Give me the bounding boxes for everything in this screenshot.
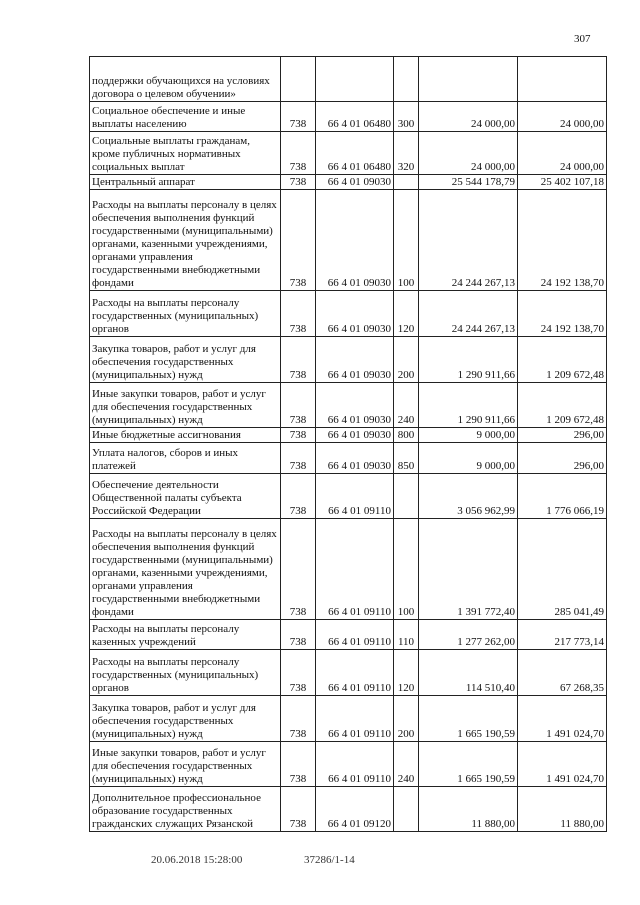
row-target-article-cell: 66 4 01 09110 xyxy=(316,742,394,787)
row-name-cell: Расходы на выплаты персоналу государственных (муниципальных) органов xyxy=(90,650,281,696)
row-name-cell: Дополнительное профессиональное образование государственных гражданских служащих Рязанской xyxy=(90,787,281,832)
row-department-code-cell: 738 xyxy=(281,337,316,383)
row-department-code-cell: 738 xyxy=(281,291,316,337)
row-amount-year1-cell: 24 244 267,13 xyxy=(419,291,518,337)
row-amount-year1-cell: 24 244 267,13 xyxy=(419,190,518,291)
row-name-cell: Центральный аппарат xyxy=(90,175,281,190)
row-amount-year2-cell: 25 402 107,18 xyxy=(518,175,607,190)
row-amount-year2-cell: 1 209 672,48 xyxy=(518,383,607,428)
row-amount-year2-cell: 296,00 xyxy=(518,443,607,474)
row-amount-year2-cell: 24 192 138,70 xyxy=(518,190,607,291)
row-amount-year2-cell: 296,00 xyxy=(518,428,607,443)
row-department-code-cell: 738 xyxy=(281,787,316,832)
row-name-cell: Иные бюджетные ассигнования xyxy=(90,428,281,443)
row-expense-type-cell xyxy=(394,474,419,519)
row-target-article-cell: 66 4 01 09030 xyxy=(316,190,394,291)
row-name-cell: Иные закупки товаров, работ и услуг для обеспечения государственных (муниципальных) нужд xyxy=(90,742,281,787)
row-expense-type-cell: 120 xyxy=(394,650,419,696)
row-name-cell: Социальные выплаты гражданам, кроме публичных нормативных социальных выплат xyxy=(90,132,281,175)
row-target-article-cell: 66 4 01 09030 xyxy=(316,337,394,383)
row-department-code-cell: 738 xyxy=(281,474,316,519)
row-amount-year2-cell: 24 000,00 xyxy=(518,102,607,132)
row-expense-type-cell: 110 xyxy=(394,620,419,650)
table-row xyxy=(90,696,607,742)
table-row xyxy=(90,650,607,696)
row-amount-year2-cell: 217 773,14 xyxy=(518,620,607,650)
row-expense-type-cell xyxy=(394,787,419,832)
row-department-code-cell: 738 xyxy=(281,132,316,175)
row-target-article-cell: 66 4 01 09120 xyxy=(316,787,394,832)
row-amount-year1-cell: 9 000,00 xyxy=(419,443,518,474)
table-row xyxy=(90,474,607,519)
table-row xyxy=(90,443,607,474)
row-name-cell: Расходы на выплаты персоналу казенных учреждений xyxy=(90,620,281,650)
row-target-article-cell: 66 4 01 09110 xyxy=(316,519,394,620)
row-target-article-cell xyxy=(316,57,394,102)
row-department-code-cell: 738 xyxy=(281,742,316,787)
row-expense-type-cell: 100 xyxy=(394,519,419,620)
row-amount-year1-cell: 1 391 772,40 xyxy=(419,519,518,620)
row-name-cell: Расходы на выплаты персоналу государственных (муниципальных) органов xyxy=(90,291,281,337)
row-department-code-cell: 738 xyxy=(281,428,316,443)
row-amount-year1-cell: 25 544 178,79 xyxy=(419,175,518,190)
row-expense-type-cell: 120 xyxy=(394,291,419,337)
row-target-article-cell: 66 4 01 09110 xyxy=(316,474,394,519)
row-expense-type-cell: 320 xyxy=(394,132,419,175)
row-department-code-cell: 738 xyxy=(281,443,316,474)
row-amount-year2-cell xyxy=(518,57,607,102)
footer-document-id: 37286/1-14 xyxy=(304,854,355,866)
row-expense-type-cell: 100 xyxy=(394,190,419,291)
row-amount-year1-cell: 114 510,40 xyxy=(419,650,518,696)
row-name-cell: Закупка товаров, работ и услуг для обеспечения государственных (муниципальных) нужд xyxy=(90,337,281,383)
row-amount-year2-cell: 11 880,00 xyxy=(518,787,607,832)
row-target-article-cell: 66 4 01 09030 xyxy=(316,428,394,443)
footer-timestamp: 20.06.2018 15:28:00 xyxy=(151,854,243,866)
table-row xyxy=(90,291,607,337)
row-amount-year2-cell: 24 192 138,70 xyxy=(518,291,607,337)
row-amount-year1-cell: 11 880,00 xyxy=(419,787,518,832)
row-expense-type-cell xyxy=(394,57,419,102)
row-department-code-cell: 738 xyxy=(281,175,316,190)
row-department-code-cell: 738 xyxy=(281,620,316,650)
table-row xyxy=(90,787,607,832)
row-target-article-cell: 66 4 01 09030 xyxy=(316,443,394,474)
table-row xyxy=(90,383,607,428)
row-name-cell: Расходы на выплаты персоналу в целях обеспечения выполнения функций государственными (муниципальными) органами, казенными учреждениями, органами управления государственными внебюджетными фондами xyxy=(90,519,281,620)
row-amount-year2-cell: 1 209 672,48 xyxy=(518,337,607,383)
row-amount-year1-cell: 24 000,00 xyxy=(419,132,518,175)
table-row xyxy=(90,190,607,291)
table-row xyxy=(90,428,607,443)
row-expense-type-cell: 850 xyxy=(394,443,419,474)
row-name-cell: Уплата налогов, сборов и иных платежей xyxy=(90,443,281,474)
row-target-article-cell: 66 4 01 09110 xyxy=(316,696,394,742)
row-amount-year1-cell: 24 000,00 xyxy=(419,102,518,132)
row-amount-year2-cell: 1 776 066,19 xyxy=(518,474,607,519)
row-target-article-cell: 66 4 01 06480 xyxy=(316,132,394,175)
row-amount-year1-cell: 1 290 911,66 xyxy=(419,337,518,383)
row-name-cell: поддержки обучающихся на условиях договора о целевом обучении» xyxy=(90,57,281,102)
row-amount-year2-cell: 1 491 024,70 xyxy=(518,742,607,787)
row-amount-year1-cell: 9 000,00 xyxy=(419,428,518,443)
table-row xyxy=(90,519,607,620)
row-amount-year1-cell: 1 277 262,00 xyxy=(419,620,518,650)
row-department-code-cell xyxy=(281,57,316,102)
table-row xyxy=(90,175,607,190)
table-row xyxy=(90,57,607,102)
row-target-article-cell: 66 4 01 09110 xyxy=(316,650,394,696)
row-expense-type-cell: 240 xyxy=(394,742,419,787)
budget-table xyxy=(89,56,607,832)
row-department-code-cell: 738 xyxy=(281,519,316,620)
row-department-code-cell: 738 xyxy=(281,650,316,696)
row-expense-type-cell: 300 xyxy=(394,102,419,132)
budget-table-body xyxy=(90,57,607,832)
table-row xyxy=(90,620,607,650)
row-name-cell: Обеспечение деятельности Общественной палаты субъекта Российской Федерации xyxy=(90,474,281,519)
table-row xyxy=(90,337,607,383)
row-target-article-cell: 66 4 01 09030 xyxy=(316,291,394,337)
row-amount-year2-cell: 24 000,00 xyxy=(518,132,607,175)
row-target-article-cell: 66 4 01 06480 xyxy=(316,102,394,132)
row-expense-type-cell: 800 xyxy=(394,428,419,443)
row-expense-type-cell: 240 xyxy=(394,383,419,428)
row-amount-year2-cell: 285 041,49 xyxy=(518,519,607,620)
table-row xyxy=(90,132,607,175)
row-target-article-cell: 66 4 01 09030 xyxy=(316,383,394,428)
table-row xyxy=(90,742,607,787)
row-name-cell: Иные закупки товаров, работ и услуг для обеспечения государственных (муниципальных) нужд xyxy=(90,383,281,428)
row-department-code-cell: 738 xyxy=(281,190,316,291)
row-target-article-cell: 66 4 01 09030 xyxy=(316,175,394,190)
row-amount-year1-cell: 3 056 962,99 xyxy=(419,474,518,519)
row-amount-year1-cell: 1 290 911,66 xyxy=(419,383,518,428)
row-expense-type-cell: 200 xyxy=(394,696,419,742)
page-number: 307 xyxy=(574,33,591,45)
row-expense-type-cell xyxy=(394,175,419,190)
row-name-cell: Закупка товаров, работ и услуг для обеспечения государственных (муниципальных) нужд xyxy=(90,696,281,742)
row-amount-year1-cell xyxy=(419,57,518,102)
row-name-cell: Расходы на выплаты персоналу в целях обеспечения выполнения функций государственными (муниципальными) органами, казенными учреждениями, органами управления государственными внебюджетными фондами xyxy=(90,190,281,291)
row-expense-type-cell: 200 xyxy=(394,337,419,383)
row-amount-year1-cell: 1 665 190,59 xyxy=(419,742,518,787)
table-row xyxy=(90,102,607,132)
row-department-code-cell: 738 xyxy=(281,383,316,428)
row-amount-year2-cell: 1 491 024,70 xyxy=(518,696,607,742)
row-amount-year1-cell: 1 665 190,59 xyxy=(419,696,518,742)
row-target-article-cell: 66 4 01 09110 xyxy=(316,620,394,650)
row-name-cell: Социальное обеспечение и иные выплаты населению xyxy=(90,102,281,132)
row-amount-year2-cell: 67 268,35 xyxy=(518,650,607,696)
row-department-code-cell: 738 xyxy=(281,102,316,132)
row-department-code-cell: 738 xyxy=(281,696,316,742)
